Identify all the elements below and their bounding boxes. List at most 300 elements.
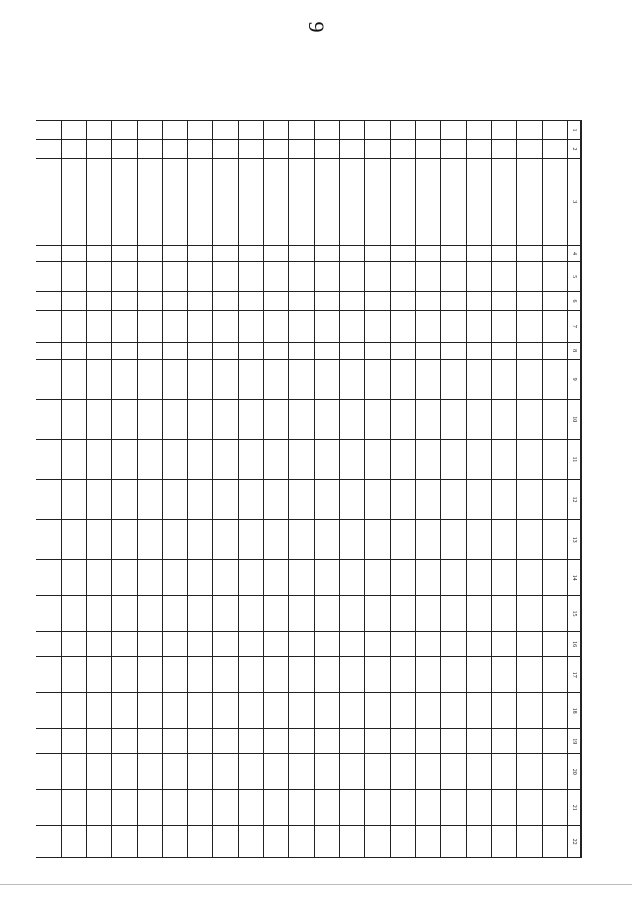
table-cell [289,631,314,656]
table-cell [86,790,111,826]
table-cell [542,245,567,262]
table-cell [137,311,162,343]
table-cell [238,159,263,246]
table-cell [36,826,61,858]
table-cell [365,790,390,826]
table-cell [466,342,491,359]
table-cell [188,520,213,560]
table-cell [517,121,542,140]
table-cell [61,729,86,754]
table-cell [542,560,567,596]
table-cell [340,479,365,519]
table-cell [415,754,440,790]
table-cell [441,121,466,140]
table-cell [188,754,213,790]
column-number: 12 [567,479,580,519]
column-number: 19 [567,729,580,754]
table-cell [264,121,289,140]
table-cell [86,140,111,159]
table-cell [36,520,61,560]
table-cell [112,596,137,632]
table-cell [517,520,542,560]
table-cell [213,729,238,754]
table-cell [188,790,213,826]
table-cell [162,140,187,159]
table-cell [36,121,61,140]
table-cell [415,140,440,159]
column-number: 15 [567,596,580,632]
table-cell [491,359,516,399]
table-cell [517,754,542,790]
table-cell [542,693,567,729]
table-cell [238,657,263,693]
column-number: 22 [567,826,580,858]
table-cell [238,729,263,754]
table-cell [264,657,289,693]
table-cell [365,657,390,693]
table-row [238,121,263,858]
section-title [581,120,596,858]
table-cell [36,560,61,596]
table-cell [188,292,213,311]
table-cell [238,359,263,399]
table-cell [112,342,137,359]
table-cell [289,399,314,439]
table-cell [213,399,238,439]
table-cell [188,359,213,399]
table-cell [213,359,238,399]
table-cell [61,826,86,858]
table-cell [365,342,390,359]
table-cell [365,729,390,754]
table-cell [86,159,111,246]
table-cell [289,790,314,826]
table-cell [542,596,567,632]
table-cell [162,121,187,140]
table-cell [365,754,390,790]
table-cell [517,631,542,656]
table-cell [36,729,61,754]
table-cell [238,790,263,826]
table-cell [61,631,86,656]
table-cell [314,342,339,359]
table-cell [517,262,542,292]
rotated-table-content [36,120,596,858]
table-cell [365,262,390,292]
page-number: 9 [304,21,329,33]
table-cell [340,140,365,159]
table-cell [390,754,415,790]
table-cell [314,631,339,656]
table-cell [415,693,440,729]
table-cell [491,262,516,292]
table-cell [213,657,238,693]
table-cell [264,826,289,858]
table-cell [188,311,213,343]
table-cell [491,657,516,693]
table-cell [112,520,137,560]
investment-table [36,120,581,858]
table-cell [441,359,466,399]
table-cell [441,631,466,656]
table-cell [162,631,187,656]
table-cell [314,693,339,729]
table-cell [390,657,415,693]
table-cell [264,399,289,439]
table-cell [112,657,137,693]
column-number: 11 [567,439,580,479]
table-cell [314,520,339,560]
table-cell [289,292,314,311]
table-cell [137,359,162,399]
table-cell [517,693,542,729]
table-cell [61,262,86,292]
table-cell [238,631,263,656]
table-cell [340,520,365,560]
table-cell [137,631,162,656]
table-cell [415,729,440,754]
table-cell [340,657,365,693]
table-cell [213,596,238,632]
table-cell [466,121,491,140]
table-row [517,121,542,858]
table-cell [137,399,162,439]
table-cell [340,729,365,754]
table-cell [188,826,213,858]
table-cell [390,292,415,311]
table-cell [289,754,314,790]
table-cell [441,479,466,519]
column-number: 1 [567,121,580,140]
table-cell [264,631,289,656]
table-cell [314,826,339,858]
table-cell [289,693,314,729]
table-cell [542,520,567,560]
table-cell [542,292,567,311]
table-cell [517,311,542,343]
table-cell [86,359,111,399]
table-cell [415,439,440,479]
table-row [365,121,390,858]
table-cell [466,439,491,479]
table-cell [491,754,516,790]
table-cell [390,790,415,826]
table-cell [517,342,542,359]
table-cell [61,479,86,519]
table-cell [137,754,162,790]
table-cell [112,826,137,858]
table-cell [137,439,162,479]
table-cell [491,479,516,519]
table-cell [86,826,111,858]
table-cell [491,693,516,729]
table-cell [213,140,238,159]
table-row [441,121,466,858]
table-cell [86,399,111,439]
table-cell [36,311,61,343]
table-cell [390,693,415,729]
table-cell [112,359,137,399]
table-cell [61,399,86,439]
table-cell [289,596,314,632]
table-cell [61,596,86,632]
table-cell [61,245,86,262]
table-cell [86,262,111,292]
table-cell [466,399,491,439]
table-cell [238,121,263,140]
table-cell [289,657,314,693]
table-cell [542,657,567,693]
table-cell [188,729,213,754]
table-cell [264,693,289,729]
table-cell [441,292,466,311]
table-cell [61,292,86,311]
table-cell [466,359,491,399]
table-cell [517,560,542,596]
table-cell [415,520,440,560]
table-cell [466,479,491,519]
table-cell [137,140,162,159]
table-cell [162,342,187,359]
table-cell [213,245,238,262]
table-cell [517,479,542,519]
table-cell [365,399,390,439]
column-number: 13 [567,520,580,560]
table-cell [137,292,162,311]
table-cell [188,262,213,292]
table-row [162,121,187,858]
table-cell [441,754,466,790]
table-cell [162,359,187,399]
table-cell [542,121,567,140]
table-cell [415,292,440,311]
table-cell [340,754,365,790]
table-cell [36,631,61,656]
table-frame [36,120,596,858]
table-cell [314,262,339,292]
table-cell [441,262,466,292]
table-cell [466,560,491,596]
table-cell [517,596,542,632]
table-cell [188,159,213,246]
table-cell [390,140,415,159]
table-cell [213,439,238,479]
table-cell [162,520,187,560]
column-number: 2 [567,140,580,159]
table-cell [415,826,440,858]
table-cell [542,311,567,343]
table-cell [162,596,187,632]
table-cell [441,311,466,343]
table-cell [137,245,162,262]
table-cell [314,790,339,826]
column-number: 7 [567,311,580,343]
table-cell [137,479,162,519]
table-cell [61,359,86,399]
table-cell [162,311,187,343]
table-cell [86,754,111,790]
table-cell [289,311,314,343]
table-cell [415,399,440,439]
table-cell [517,292,542,311]
table-cell [365,359,390,399]
table-cell [390,262,415,292]
table-cell [365,159,390,246]
table-cell [162,657,187,693]
table-cell [36,140,61,159]
table-cell [86,657,111,693]
column-number: 4 [567,245,580,262]
column-number: 14 [567,560,580,596]
table-cell [137,520,162,560]
table-cell [542,754,567,790]
table-cell [390,159,415,246]
table-cell [340,262,365,292]
table-cell [86,596,111,632]
table-cell [213,560,238,596]
table-cell [264,479,289,519]
table-cell [162,245,187,262]
column-number: 3 [567,159,580,246]
table-cell [340,790,365,826]
table-cell [466,292,491,311]
table-cell [137,159,162,246]
table-cell [238,262,263,292]
table-cell [264,140,289,159]
table-cell [314,596,339,632]
table-cell [112,292,137,311]
table-cell [340,342,365,359]
table-cell [213,520,238,560]
table-cell [314,657,339,693]
table-cell [264,439,289,479]
table-cell [188,140,213,159]
table-row [264,121,289,858]
table-cell [86,520,111,560]
table-cell [289,560,314,596]
table-cell [441,657,466,693]
table-cell [441,560,466,596]
table-cell [61,311,86,343]
table-cell [86,693,111,729]
table-cell [415,790,440,826]
table-cell [36,754,61,790]
table-cell [441,729,466,754]
table-cell [238,520,263,560]
table-cell [340,399,365,439]
table-cell [188,631,213,656]
table-cell [365,596,390,632]
table-cell [491,729,516,754]
table-cell [36,342,61,359]
table-cell [390,520,415,560]
table-cell [491,399,516,439]
table-cell [314,399,339,439]
table-cell [340,439,365,479]
table-cell [365,439,390,479]
column-number: 9 [567,359,580,399]
table-cell [213,754,238,790]
table-cell [491,311,516,343]
table-cell [188,657,213,693]
table-cell [213,790,238,826]
table-cell [314,121,339,140]
table-cell [36,292,61,311]
table-cell [162,399,187,439]
table-cell [61,693,86,729]
table-cell [340,121,365,140]
table-cell [289,729,314,754]
table-cell [491,159,516,246]
table-cell [491,342,516,359]
table-cell [61,657,86,693]
table-cell [314,560,339,596]
table-cell [415,657,440,693]
table-cell [86,439,111,479]
table-cell [390,359,415,399]
table-cell [542,159,567,246]
table-cell [314,729,339,754]
table-cell [415,159,440,246]
table-cell [36,262,61,292]
table-cell [162,729,187,754]
table-cell [314,245,339,262]
table-cell [491,826,516,858]
table-cell [162,439,187,479]
table-row [390,121,415,858]
table-cell [542,262,567,292]
table-cell [491,292,516,311]
table-cell [542,439,567,479]
table-cell [517,826,542,858]
table-cell [61,790,86,826]
table-cell [441,826,466,858]
table-cell [365,479,390,519]
table-cell [542,790,567,826]
table-cell [238,596,263,632]
table-cell [365,311,390,343]
table-cell [542,479,567,519]
table-cell [61,754,86,790]
table-cell [314,439,339,479]
table-cell [415,560,440,596]
table-cell [188,342,213,359]
table-cell [365,826,390,858]
table-cell [415,245,440,262]
table-cell [390,479,415,519]
table-cell [36,693,61,729]
table-cell [390,439,415,479]
table-cell [188,439,213,479]
table-cell [390,631,415,656]
table-cell [264,262,289,292]
table-cell [36,479,61,519]
table-cell [238,311,263,343]
table-cell [365,292,390,311]
table-cell [86,729,111,754]
table-cell [112,790,137,826]
table-row [542,121,567,858]
table-cell [491,790,516,826]
table-cell [61,520,86,560]
table-cell [264,729,289,754]
table-cell [466,826,491,858]
table-cell [466,245,491,262]
table-row [491,121,516,858]
table-cell [86,292,111,311]
table-cell [86,631,111,656]
table-cell [264,359,289,399]
